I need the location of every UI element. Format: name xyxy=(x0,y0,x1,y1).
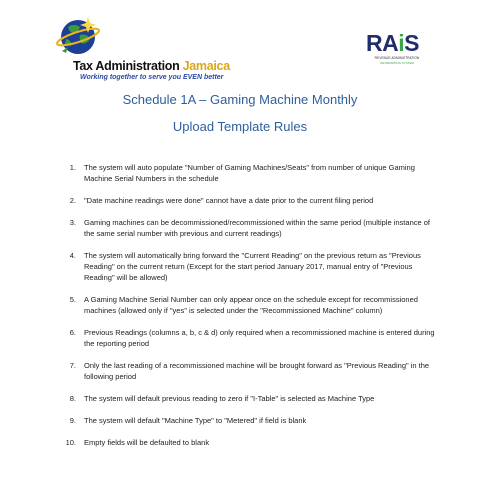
rule-text: The system will default "Machine Type" to "Metered" if field is blank xyxy=(84,416,307,425)
rule-item xyxy=(62,294,442,316)
rule-item xyxy=(62,437,442,448)
rais-subtitle-2: INFORMATION SYSTEM xyxy=(380,61,414,65)
rule-text: The system will automatically bring forward the "Current Reading" on the previous return as "Previous Reading" on the current return (Except for the start period January 2017, manual entry of "Previous Reading" will be allowed) xyxy=(84,251,421,282)
rule-number: 6. xyxy=(69,328,76,337)
rule-text: "Date machine readings were done" cannot have a date prior to the current filing period xyxy=(84,196,374,205)
rule-text: Previous Readings (columns a, b, c & d) only required when a recommissioned machine is entered during the reporting period xyxy=(84,328,435,348)
rule-number: 1. xyxy=(69,163,76,172)
rule-number: 5. xyxy=(69,295,76,304)
rule-text: A Gaming Machine Serial Number can only appear once on the schedule except for recommissioned machines (allowed only if "yes" is selected under the "Recommissioned Machine" column) xyxy=(84,295,418,315)
rule-item xyxy=(62,360,442,382)
rule-text: Empty fields will be defaulted to blank xyxy=(84,438,210,447)
rule-item xyxy=(62,217,442,239)
rule-number: 2. xyxy=(69,196,76,205)
rule-text: The system will auto populate "Number of Gaming Machines/Seats" from number of unique Gaming Machine Serial Numbers in the schedule xyxy=(84,163,415,183)
taj-name-accent: Jamaica xyxy=(182,59,230,73)
rule-item xyxy=(62,195,442,206)
taj-tagline: Working together to serve you EVEN better xyxy=(80,74,224,81)
rule-text: Only the last reading of a recommissioned machine will be brought forward as "Previous Reading" in the following period xyxy=(84,361,430,381)
rule-number: 4. xyxy=(69,251,76,260)
rule-item xyxy=(62,415,442,426)
rules-list xyxy=(62,162,442,459)
rule-item xyxy=(62,250,442,283)
rais-subtitle: REVENUE ADMINISTRATION xyxy=(374,56,420,60)
rule-number: 10. xyxy=(65,438,76,447)
page-title: Schedule 1A – Gaming Machine Monthly xyxy=(122,92,358,107)
taj-logo xyxy=(54,15,229,81)
rule-item xyxy=(62,327,442,349)
rule-number: 9. xyxy=(69,416,76,425)
rule-text: Gaming machines can be decommissioned/recommissioned within the same period (multiple instance of the same serial number with previous and current readings) xyxy=(84,218,430,238)
rule-item xyxy=(62,162,442,184)
rule-number: 8. xyxy=(69,394,76,403)
rule-number: 7. xyxy=(69,361,76,370)
rais-logo xyxy=(365,30,427,70)
rule-item xyxy=(62,393,442,404)
taj-name: Tax Administration Jamaica xyxy=(73,59,230,73)
rais-wordmark: RAiS xyxy=(366,30,419,56)
page-subtitle: Upload Template Rules xyxy=(172,119,308,134)
rule-text: The system will default previous reading to zero if "I-Table" is selected as Machine Type xyxy=(84,394,375,403)
rule-number: 3. xyxy=(69,218,76,227)
